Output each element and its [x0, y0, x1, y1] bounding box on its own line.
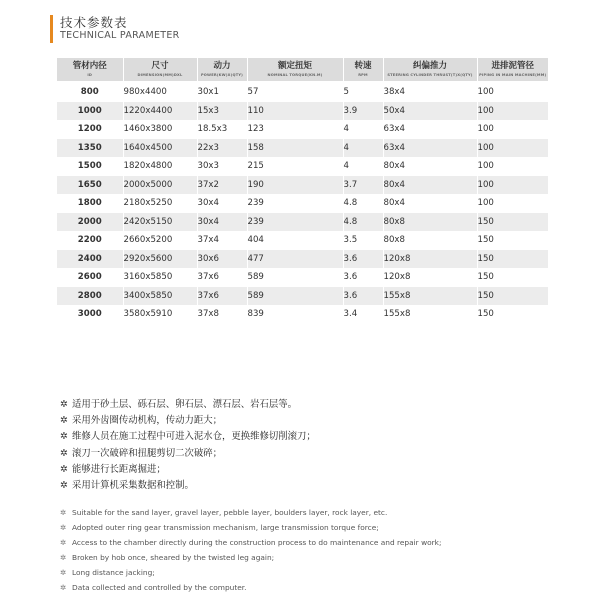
cell-piping: 100	[477, 102, 548, 121]
bullet-icon: ✲	[60, 415, 68, 427]
cell-thrust: 50x4	[383, 102, 477, 121]
feature-item	[60, 520, 441, 535]
cell-rpm: 3.9	[343, 102, 383, 121]
cell-power: 15x3	[197, 102, 247, 121]
table-row	[57, 157, 548, 176]
cell-thrust: 155x8	[383, 287, 477, 306]
cell-rpm: 4	[343, 139, 383, 158]
feature-text: Suitable for the sand layer, gravel layer, pebble layer, boulders layer, rock layer, etc.	[72, 508, 388, 517]
cell-thrust: 63x4	[383, 139, 477, 158]
cell-dimension: 2920x5600	[123, 250, 197, 269]
feature-text: 采用计算机采集数据和控制。	[72, 479, 194, 491]
bullet-icon: ✲	[60, 399, 68, 410]
cell-id: 2600	[57, 268, 123, 287]
feature-item	[60, 565, 441, 580]
bullet-icon: ✲	[60, 553, 67, 562]
cell-power: 30x4	[197, 213, 247, 232]
feature-item	[60, 446, 316, 462]
cell-piping: 150	[477, 268, 548, 287]
table-row	[57, 102, 548, 121]
cell-thrust: 63x4	[383, 120, 477, 139]
cell-thrust: 120x8	[383, 250, 477, 269]
cell-dimension: 1640x4500	[123, 139, 197, 158]
feature-item	[60, 413, 316, 429]
table-body	[57, 82, 548, 324]
cell-piping: 100	[477, 139, 548, 158]
cell-dimension: 3160x5850	[123, 268, 197, 287]
cell-power: 22x3	[197, 139, 247, 158]
cell-rpm: 3.6	[343, 250, 383, 269]
cell-torque: 839	[247, 305, 343, 324]
feature-item	[60, 397, 316, 413]
feature-text: Long distance jacking;	[72, 568, 155, 577]
cell-id: 1650	[57, 176, 123, 195]
cell-power: 30x6	[197, 250, 247, 269]
table-row	[57, 287, 548, 306]
cell-power: 30x3	[197, 157, 247, 176]
cell-id: 800	[57, 82, 123, 102]
cell-thrust: 80x4	[383, 176, 477, 195]
cell-piping: 150	[477, 231, 548, 250]
cell-torque: 158	[247, 139, 343, 158]
cell-rpm: 3.6	[343, 268, 383, 287]
bullet-icon: ✲	[60, 523, 67, 532]
cell-id: 3000	[57, 305, 123, 324]
cell-piping: 100	[477, 194, 548, 213]
header-title-cn: 技术参数表	[60, 15, 128, 30]
cell-id: 2400	[57, 250, 123, 269]
header-rpm: 转速 RPM	[343, 58, 383, 82]
header-accent-bar	[50, 15, 53, 43]
cell-torque: 589	[247, 287, 343, 306]
cell-piping: 150	[477, 213, 548, 232]
cell-power: 37x6	[197, 287, 247, 306]
table-row	[57, 268, 548, 287]
cell-thrust: 80x4	[383, 157, 477, 176]
table-row	[57, 305, 548, 324]
cell-piping: 150	[477, 305, 548, 324]
feature-item	[60, 462, 316, 478]
header-dimension: 尺寸 DIMENSION(MM)DXL	[123, 58, 197, 82]
feature-text: 采用外齿圈传动机构，传动力距大；	[72, 415, 223, 427]
cell-dimension: 2660x5200	[123, 231, 197, 250]
cell-dimension: 3580x5910	[123, 305, 197, 324]
cell-dimension: 1220x4400	[123, 102, 197, 121]
table-row	[57, 176, 548, 195]
cell-power: 37x2	[197, 176, 247, 195]
cell-torque: 589	[247, 268, 343, 287]
table-row	[57, 231, 548, 250]
table-row	[57, 82, 548, 102]
bullet-icon: ✲	[60, 583, 67, 592]
feature-item	[60, 429, 316, 445]
cell-dimension: 2420x5150	[123, 213, 197, 232]
cell-piping: 100	[477, 82, 548, 102]
cell-power: 37x4	[197, 231, 247, 250]
feature-item	[60, 580, 441, 595]
cell-torque: 477	[247, 250, 343, 269]
cell-id: 1000	[57, 102, 123, 121]
bullet-icon: ✲	[60, 431, 68, 443]
cell-rpm: 3.5	[343, 231, 383, 250]
header-id: 管材内径 ID	[57, 58, 123, 82]
bullet-icon: ✲	[60, 538, 67, 547]
feature-text: Broken by hob once, sheared by the twisted leg again;	[72, 553, 275, 562]
cell-id: 2800	[57, 287, 123, 306]
cell-torque: 215	[247, 157, 343, 176]
table-row	[57, 213, 548, 232]
cell-dimension: 980x4400	[123, 82, 197, 102]
cell-thrust: 120x8	[383, 268, 477, 287]
cell-piping: 100	[477, 176, 548, 195]
feature-text: 维修人员在施工过程中可进入泥水仓，更换维修切削滚刀；	[72, 431, 316, 443]
bullet-icon: ✲	[60, 479, 68, 491]
cell-power: 18.5x3	[197, 120, 247, 139]
table-header-row	[57, 58, 548, 82]
cell-thrust: 80x8	[383, 213, 477, 232]
cell-torque: 239	[247, 213, 343, 232]
cell-id: 1200	[57, 120, 123, 139]
cell-rpm: 4.8	[343, 213, 383, 232]
cell-torque: 57	[247, 82, 343, 102]
cell-id: 1500	[57, 157, 123, 176]
feature-item	[60, 535, 441, 550]
table-row	[57, 250, 548, 269]
cell-thrust: 80x8	[383, 231, 477, 250]
feature-item	[60, 550, 441, 565]
cell-rpm: 3.4	[343, 305, 383, 324]
feature-item	[60, 478, 316, 494]
feature-text: Access to the chamber directly during the construction process to do maintenance and repair work;	[72, 538, 442, 547]
feature-text: 能够进行长距离掘进；	[72, 463, 166, 475]
cell-thrust: 155x8	[383, 305, 477, 324]
spec-table	[57, 58, 548, 324]
cell-power: 30x4	[197, 194, 247, 213]
header-title-en: TECHNICAL PARAMETER	[60, 30, 180, 41]
feature-item	[60, 505, 441, 520]
cell-rpm: 4	[343, 157, 383, 176]
cell-torque: 123	[247, 120, 343, 139]
bullet-icon: ✲	[60, 447, 68, 459]
cell-dimension: 3400x5850	[123, 287, 197, 306]
table-row	[57, 139, 548, 158]
table-row	[57, 120, 548, 139]
cell-power: 37x6	[197, 268, 247, 287]
cell-dimension: 2180x5250	[123, 194, 197, 213]
header-power: 动力 POWER(KW)X(QTY)	[197, 58, 247, 82]
cell-piping: 150	[477, 250, 548, 269]
header-torque: 额定扭矩 NOMINAL TORQUE(KN.M)	[247, 58, 343, 82]
cell-piping: 100	[477, 120, 548, 139]
cell-rpm: 3.7	[343, 176, 383, 195]
cell-dimension: 1460x3800	[123, 120, 197, 139]
cell-rpm: 3.6	[343, 287, 383, 306]
cell-rpm: 5	[343, 82, 383, 102]
cell-id: 2000	[57, 213, 123, 232]
feature-text: 滚刀一次破碎和扭腿剪切二次破碎；	[72, 447, 223, 459]
feature-text: Data collected and controlled by the computer.	[72, 583, 247, 592]
features-list-en	[60, 505, 441, 595]
bullet-icon: ✲	[60, 568, 67, 577]
cell-torque: 190	[247, 176, 343, 195]
cell-power: 37x8	[197, 305, 247, 324]
cell-piping: 150	[477, 287, 548, 306]
cell-torque: 110	[247, 102, 343, 121]
bullet-icon: ✲	[60, 508, 67, 517]
cell-torque: 404	[247, 231, 343, 250]
cell-id: 2200	[57, 231, 123, 250]
cell-rpm: 4.8	[343, 194, 383, 213]
header-thrust: 纠偏推力 STEERING CYLINDER THRUST(T)X(QTY)	[383, 58, 477, 82]
bullet-icon: ✲	[60, 463, 68, 475]
cell-dimension: 2000x5000	[123, 176, 197, 195]
cell-thrust: 80x4	[383, 194, 477, 213]
cell-rpm: 4	[343, 120, 383, 139]
cell-thrust: 38x4	[383, 82, 477, 102]
features-list-cn	[60, 397, 316, 494]
header-piping: 进排泥管径 PIPING IN MAIN MACHINE(MM)	[477, 58, 548, 82]
table-row	[57, 194, 548, 213]
cell-power: 30x1	[197, 82, 247, 102]
cell-id: 1350	[57, 139, 123, 158]
cell-id: 1800	[57, 194, 123, 213]
cell-torque: 239	[247, 194, 343, 213]
cell-piping: 100	[477, 157, 548, 176]
cell-dimension: 1820x4800	[123, 157, 197, 176]
feature-text: Adopted outer ring gear transmission mechanism, large transmission torque force;	[72, 523, 379, 532]
feature-text: 适用于砂土层、砾石层、卵石层、漂石层、岩石层等。	[72, 399, 298, 410]
